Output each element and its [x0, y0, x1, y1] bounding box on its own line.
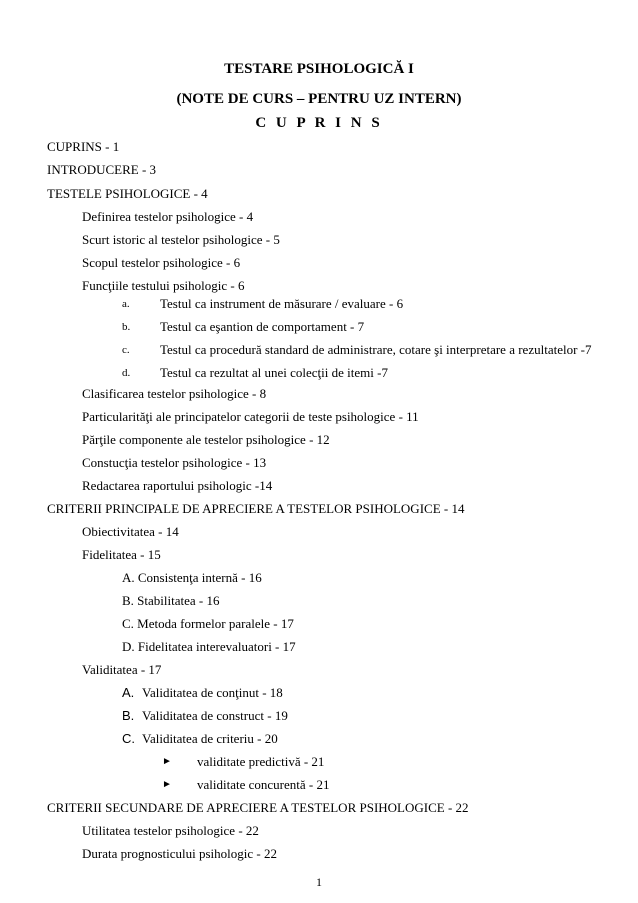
toc-entry-cuprins: CUPRINS - 1 [47, 139, 120, 154]
toc-subentry-validitate-construct [0, 708, 638, 726]
toc-entry-definirea: Definirea testelor psihologice - 4 [82, 209, 254, 224]
toc-subentry-stabilitatea: B. Stabilitatea - 16 [122, 593, 220, 608]
toc-subentry-text: Validitatea de conţinut - 18 [142, 685, 283, 700]
toc-entry-durata: Durata prognosticului psihologic - 22 [82, 846, 277, 861]
toc-entry-clasificarea: Clasificarea testelor psihologice - 8 [82, 386, 267, 401]
toc-subentry-text: Validitatea de construct - 19 [142, 708, 288, 723]
toc-subentry-text: validitate concurentă - 21 [197, 777, 330, 792]
toc-entry-functiile: Funcţiile testului psihologic - 6 [82, 278, 245, 293]
toc-subentry-text: Testul ca instrument de măsurare / evaluare - 6 [160, 296, 404, 311]
toc-entry-particularitati: Particularităţi ale principatelor categorii de teste psihologice - 11 [82, 409, 419, 424]
toc-subentry-validitate-continut [0, 685, 638, 703]
toc-subentry-predictiva [0, 754, 638, 772]
toc-entry-obiectivitatea: Obiectivitatea - 14 [82, 524, 179, 539]
toc-entry-partile: Părţile componente ale testelor psihologice - 12 [82, 432, 330, 447]
toc-subentry-concurenta [0, 777, 638, 795]
list-marker: C. [122, 731, 135, 746]
toc-entry-criterii-secundare: CRITERII SECUNDARE DE APRECIERE A TESTELOR PSIHOLOGICE - 22 [47, 800, 469, 815]
toc-entry-scopul: Scopul testelor psihologice - 6 [82, 255, 241, 270]
page-number: 1 [316, 875, 322, 889]
triangle-bullet-icon: ► [162, 779, 172, 790]
triangle-bullet-icon: ► [162, 756, 172, 767]
toc-entry-introducere: INTRODUCERE - 3 [47, 162, 157, 177]
list-marker: B. [122, 708, 135, 723]
toc-subentry-b [0, 319, 638, 337]
toc-subentry-d [0, 365, 638, 383]
toc-entry-fidelitatea: Fidelitatea - 15 [82, 547, 161, 562]
toc-subentry-a [0, 296, 638, 314]
list-marker: c. [122, 344, 130, 356]
toc-entry-testele-psihologice: TESTELE PSIHOLOGICE - 4 [47, 186, 208, 201]
toc-subentry-text: Testul ca rezultat al unei colecţii de itemi -7 [160, 365, 388, 380]
toc-subentry-text: validitate predictivă - 21 [197, 754, 325, 769]
list-marker: d. [122, 367, 131, 379]
toc-subentry-c [0, 342, 638, 360]
toc-entry-constuctia: Constucţia testelor psihologice - 13 [82, 455, 267, 470]
toc-entry-scurt-istoric: Scurt istoric al testelor psihologice - 5 [82, 232, 280, 247]
toc-subentry-consistenta: A. Consistenţa internă - 16 [122, 570, 262, 585]
toc-entry-redactarea: Redactarea raportului psihologic -14 [82, 478, 273, 493]
document-subtitle: (NOTE DE CURS – PENTRU UZ INTERN) [176, 91, 462, 107]
toc-entry-criterii-principale: CRITERII PRINCIPALE DE APRECIERE A TESTELOR PSIHOLOGICE - 14 [47, 501, 465, 516]
toc-subentry-text: Testul ca eşantion de comportament - 7 [160, 319, 365, 334]
toc-entry-utilitatea: Utilitatea testelor psihologice - 22 [82, 823, 259, 838]
list-marker: a. [122, 298, 130, 310]
toc-entry-validitatea: Validitatea - 17 [82, 662, 162, 677]
toc-heading: C U P R I N S [255, 115, 383, 131]
toc-subentry-interevaluatori: D. Fidelitatea interevaluatori - 17 [122, 639, 296, 654]
toc-subentry-forme-paralele: C. Metoda formelor paralele - 17 [122, 616, 294, 631]
list-marker: A. [122, 685, 135, 700]
document-title: TESTARE PSIHOLOGICĂ I [224, 61, 414, 77]
toc-subentry-text: Validitatea de criteriu - 20 [142, 731, 278, 746]
toc-subentry-validitate-criteriu [0, 731, 638, 749]
list-marker: b. [122, 321, 131, 333]
toc-subentry-text: Testul ca procedură standard de administrare, cotare şi interpretare a rezultatelor -7 [160, 342, 592, 357]
